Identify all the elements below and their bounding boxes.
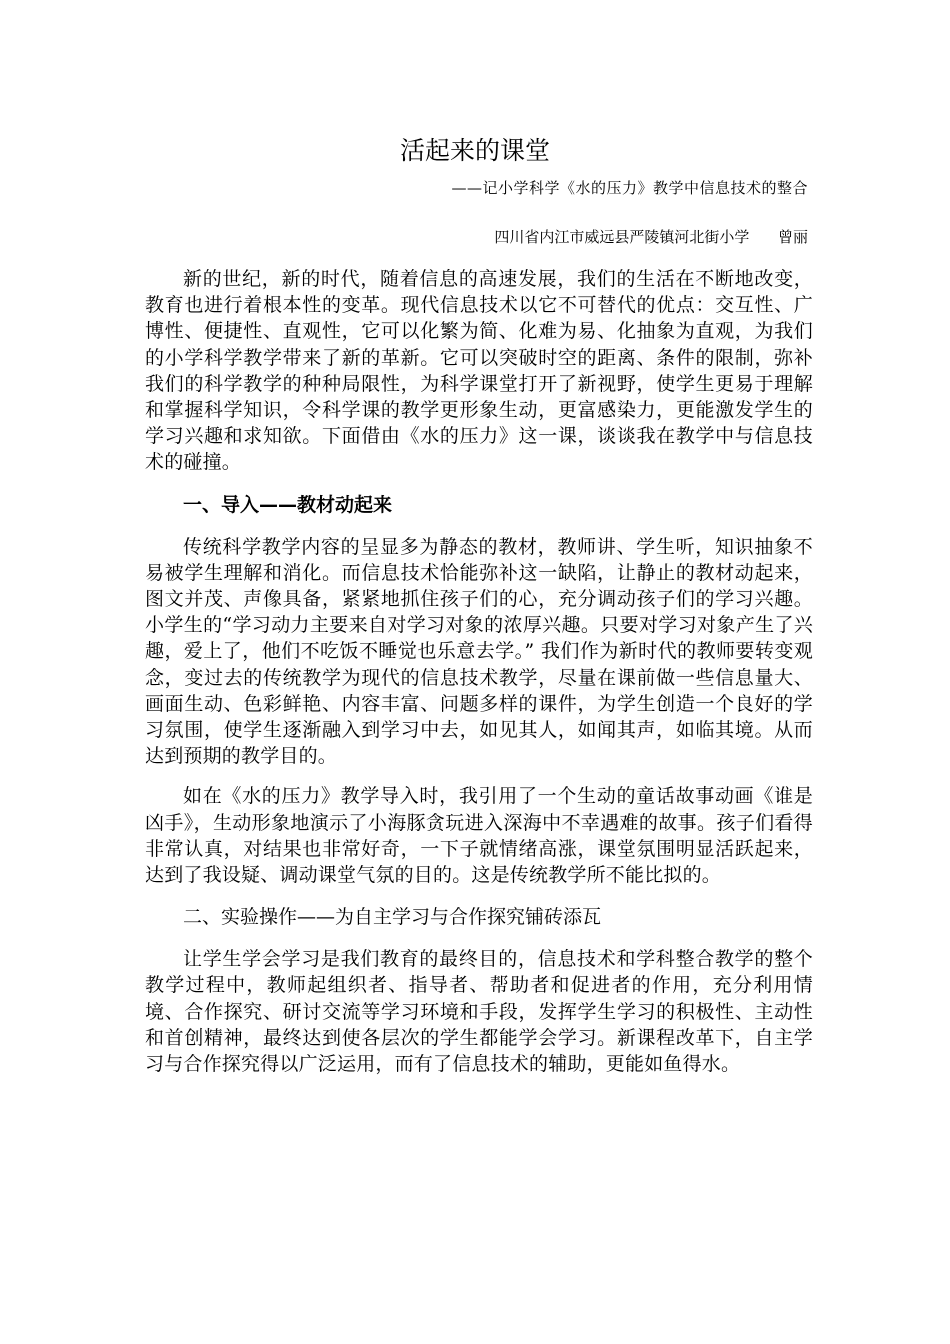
document-title: 活起来的课堂 (399, 136, 550, 165)
section-heading-2: 二、实验操作——为自主学习与合作探究铺砖添瓦 (183, 906, 602, 929)
intro-paragraph: 新的世纪，新的时代，随着信息的高速发展，我们的生活在不断地改变，教育也进行着根本性的变革。现代信息技术以它不可替代的优点：交互性、广博性、便捷性、直观性，它可以化繁为简、化难为易、化抽象为直观，为我们的小学科学教学带来了新的革新。它可以突破时空的距离、条件的限制，弥补我们的科学教学的种种局限性，为科学课堂打开了新视野，使学生更易于理解和掌握科学知识，令科学课的教学更形象生动，更富感染力，更能激发学生的学习兴趣和求知欲。下面借由《水的压力》这一课，谈谈我在教学中与信息技术的碰撞。 (145, 268, 813, 474)
body-paragraph: 如在《水的压力》教学导入时，我引用了一个生动的童话故事动画《谁是凶手》，生动形象地演示了小海豚贪玩进入深海中不幸遇难的故事。孩子们看得非常认真，对结果也非常好奇，一下子就情绪高涨，课堂氛围明显活跃起来，达到了我设疑、调动课堂气氛的目的。这是传统教学所不能比拟的。 (145, 785, 813, 887)
author-line: 四川省内江市威远县严陵镇河北街小学 曾丽 (494, 228, 808, 246)
body-paragraph: 让学生学会学习是我们教育的最终目的，信息技术和学科整合教学的整个教学过程中，教师起组织者、指导者、帮助者和促进者的作用，充分利用情境、合作探究、研讨交流等学习环境和手段，发挥学生学习的积极性、主动性和首创精神，最终达到使各层次的学生都能学会学习。新课程改革下，自主学习与合作探究得以广泛运用，而有了信息技术的辅助，更能如鱼得水。 (145, 948, 813, 1076)
document-subtitle: ——记小学科学《水的压力》教学中信息技术的整合 (451, 179, 808, 197)
section-heading-1: 一、导入——教材动起来 (183, 493, 393, 516)
document-body (145, 266, 813, 1077)
body-paragraph: 传统科学教学内容的呈显多为静态的教材，教师讲、学生听，知识抽象不易被学生理解和消化。而信息技术恰能弥补这一缺陷，让静止的教材动起来，图文并茂、声像具备，紧紧地抓住孩子们的心，充分调动孩子们的学习兴趣。小学生的“学习动力主要来自对学习对象的浓厚兴趣。只要对学习对象产生了兴趣，爱上了，他们不吃饭不睡觉也乐意去学。” 我们作为新时代的教师要转变观念，变过去的传统教学为现代的信息技术教学，尽量在课前做一些信息量大、画面生动、色彩鲜艳、内容丰富、问题多样的课件，为学生创造一个良好的学习氛围，使学生逐渐融入到学习中去，如见其人，如闻其声，如临其境。从而达到预期的教学目的。 (145, 535, 813, 768)
